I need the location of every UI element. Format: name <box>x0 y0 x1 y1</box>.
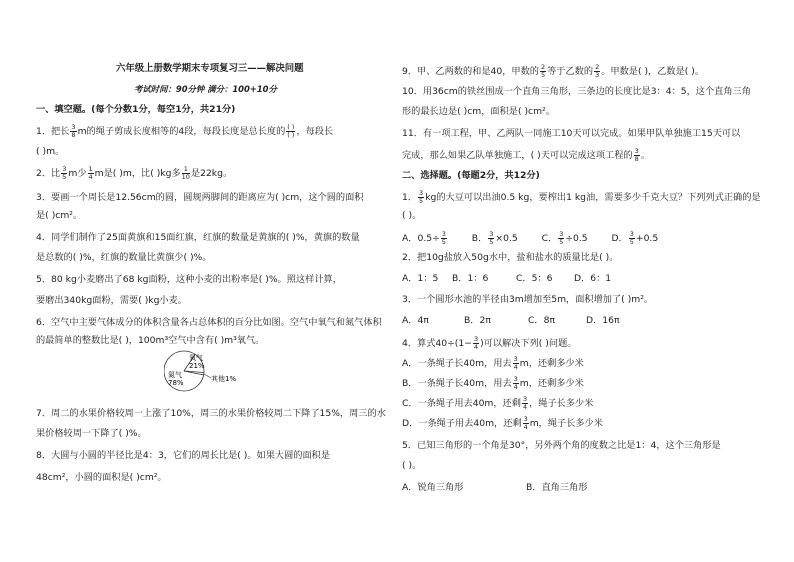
fraction: $\frac{3}{8}$ <box>71 123 76 139</box>
option-a[interactable]: A．0.5÷ <box>402 233 440 244</box>
question-4: 4．同学们制作了25面黄旗和15面红旗，红旗的数量是黄旗的( )%，黄旗的数量 <box>36 232 360 243</box>
choice-4: 4．算式40÷(1− $\frac{3}{4}$ )可以解决下列( )问题。 <box>402 335 577 351</box>
section-multiple-choice: 二、选择题。(每题2分，共12分) <box>402 170 540 181</box>
question-7: 7．周二的水果价格较周一上涨了10%，周三的水果价格较周二下降了15%，周三的水 <box>36 408 386 419</box>
choice-2-options <box>402 273 611 285</box>
exam-info: 考试时间：90分钟 满分：100+10分 <box>134 84 277 94</box>
choice-5: 5．已知三角形的一个角是30°，另外两个角的度数之比是1：4，这个三角形是 <box>402 440 721 451</box>
option-a[interactable]: A．4π <box>402 315 429 326</box>
pie-label-nitrogen: 氮气 <box>168 371 182 379</box>
pie-label-oxygen-pct: 21% <box>189 362 205 370</box>
choice-3-options <box>402 315 619 327</box>
pie-label-nitrogen-pct: 78% <box>168 379 184 387</box>
choice-2: 2．把10g盐放入50g水中，盐和盐水的质量比是( )。 <box>402 252 619 263</box>
option-b[interactable]: B．2π <box>464 315 491 326</box>
choice-4-option-d[interactable]: D．一条绳子用去40m，还剩 $\frac{3}{4}$ m，绳子长多少米 <box>402 415 603 431</box>
question-4-cont: 是总数的( )%，红旗的数量比黄旗少( )%。 <box>36 252 212 263</box>
choice-1-options: A．0.5÷ $\frac{3}{5}$ B． $\frac{3}{5}$ ×0.5 C． $\frac{3}{5}$ ÷0.5 D． $\frac{3}{5}$ +0.5 <box>402 230 659 246</box>
question-3-cont: 是( )cm²。 <box>36 210 83 221</box>
question-6: 6．空气中主要气体成分的体积含量各占总体积的百分比如图。空气中氧气和氮气体积 <box>36 317 382 328</box>
page-title: 六年级上册数学期末专项复习三——解决问题 <box>116 63 304 74</box>
option-d[interactable]: D．16π <box>586 315 620 326</box>
option-b[interactable]: B．直角三角形 <box>526 482 588 493</box>
section-fill-blank: 一、填空题。(每个分数1分，每空1分，共21分) <box>36 104 236 115</box>
option-d[interactable]: D． <box>611 233 628 244</box>
question-8: 8．大圆与小圆的半径比是4：3，它们的周长比是( )。如果大圆的面积是 <box>36 450 331 461</box>
option-a[interactable]: A．1：5 <box>402 273 439 284</box>
choice-5-options <box>402 482 587 494</box>
question-9: 9．甲、乙两数的和是40，甲数的 $\frac{2}{5}$ 等于乙数的 $\frac{2}{3}$ 。甲数是( )，乙数是( )。 <box>402 63 705 79</box>
choice-4-option-c[interactable]: C．一条绳子用去40m，还剩 $\frac{3}{4}$ ，绳子长多少米 <box>402 395 594 411</box>
question-3: 3．要画一个周长是12.56cm的圆，圆规两脚间的距离应为( )cm，这个圆的面积 <box>36 192 364 203</box>
question-11: 11．有一项工程，甲、乙两队一同施工10天可以完成。如果甲队单独施工15天可以 <box>402 128 741 139</box>
question-5-cont: 要磨出340kg面粉，需要( )kg小麦。 <box>36 295 187 306</box>
option-b[interactable]: B． <box>471 233 488 244</box>
question-7-cont: 果价格较周一下降了( )%。 <box>36 428 147 439</box>
option-b[interactable]: B．1：6 <box>452 273 489 284</box>
question-2: 2．比 $\frac{3}{5}$ m少 $\frac{1}{4}$ m是( )m，比( )kg多 $\frac{1}{10}$ 是22kg。 <box>36 165 233 181</box>
choice-1: 1． $\frac{3}{5}$ kg的大豆可以出油0.5 kg，要榨出1 kg油，需要多少千克大豆？下列列式正确的是 <box>402 189 761 205</box>
answer-fraction-blank[interactable]: $\frac{( )}{( )}$ <box>287 123 295 139</box>
question-10-cont: 形的最长边是( )cm，面积是( )cm²。 <box>402 106 555 117</box>
question-1: 1．把长 $\frac{3}{8}$ m的绳子剪成长度相等的4段，每段长度是总长度的 $\frac{( )}{( )}$ ，每段长 <box>36 123 334 139</box>
choice-3: 3．一个圆形水池的半径由3m增加至5m，面积增加了( )m²。 <box>402 294 654 305</box>
question-8-cont: 48cm²，小圆的面积是( )cm²。 <box>36 472 167 483</box>
question-6-cont: 的最简单的整数比是( )，100m³空气中含有( )m³氧气。 <box>36 335 265 346</box>
choice-4-option-a[interactable]: A．一条绳子长40m，用去 $\frac{3}{4}$ m，还剩多少米 <box>402 355 584 371</box>
option-a[interactable]: A．锐角三角形 <box>402 482 464 493</box>
question-10: 10．用36cm的铁丝围成一个直角三角形，三条边的长度比是3：4：5，这个直角三角 <box>402 86 751 97</box>
pie-label-oxygen: 氧气 <box>189 354 203 362</box>
choice-4-option-b[interactable]: B．一条绳子长40m，用去 $\frac{3}{4}$ m，还剩多少米 <box>402 375 584 391</box>
choice-1-cont: ( )。 <box>402 210 422 221</box>
choice-5-cont: ( )。 <box>402 460 422 471</box>
option-d[interactable]: D．6：1 <box>574 273 612 284</box>
option-c[interactable]: C．5：6 <box>516 273 553 284</box>
pie-label-other: 其他1% <box>211 375 237 383</box>
pie-leader-line <box>204 374 211 378</box>
option-c[interactable]: C． <box>541 233 558 244</box>
question-11-cont: 完成，那么如果乙队单独施工，( )天可以完成这项工程的 $\frac{3}{8}$ 。 <box>402 147 650 163</box>
option-c[interactable]: C．8π <box>528 315 555 326</box>
air-composition-pie <box>164 348 244 394</box>
question-5: 5．80 kg小麦磨出了68 kg面粉，这种小麦的出粉率是( )%。照这样计算， <box>36 274 342 285</box>
question-1-cont: ( )m。 <box>36 146 65 157</box>
